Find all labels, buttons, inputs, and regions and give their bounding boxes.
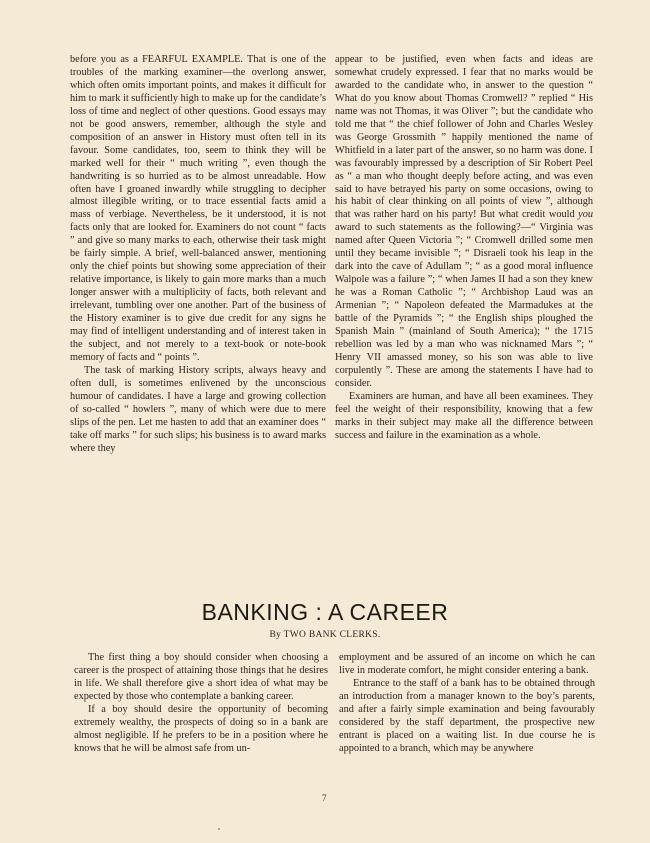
paragraph: The first thing a boy should consider when choosing a career is the prospect of attaining those things that he desires in life. We shall therefore give a short idea of what may be expected by those who contemplate a banking career. [74, 652, 328, 702]
article-byline: By TWO BANK CLERKS. [269, 630, 381, 640]
paragraph [335, 54, 593, 391]
article-banking-right-column [339, 652, 595, 756]
paragraph: Examiners are human, and have all been examinees. They feel the weight of their responsibility, knowing that a few marks in their subject may make all the difference between success and failure in the examination as a whole. [335, 390, 593, 441]
paragraph-text: award to such statements as the following?—“ Virginia was named after Queen Victoria ”; “ Cromwell drilled some men until they became invisible ”; “ Disraeli took his leap in the dark into the cave of Adullam ”; “ as a good moral influence Walpole was a failure ”; “ when James II had a son they knew he was a Roman Catholic ”; “ Archbishop Laud was an Armenian ”; “ Napoleon defeated the Marmadukes at the battle of the Pyramids ”; “ the English ships ploughed the Spanish Main ” (mainland of South America); “ the 1715 rebellion was led by a man who was nicknamed Mars ”; “ Henry VII amassed money, so his son was able to live corpulently ”. These are among the statements I have had to consider. [335, 222, 593, 389]
paragraph: If a boy should desire the opportunity of becoming extremely wealthy, the prospects of doing so in a bank are almost negligible. If he prefers to be in a position where he knows that he will be almost safe from un- [74, 703, 328, 754]
article-examiner-right-column [335, 54, 593, 443]
paragraph: employment and be assured of an income on which he can live in moderate comfort, he might consider entering a bank. [339, 652, 595, 676]
article-title: BANKING : A CAREER [201, 599, 449, 625]
page-number: 7 [322, 793, 327, 803]
article-examiner-left-column [70, 54, 326, 456]
paragraph: before you as a FEARFUL EXAMPLE. That is one of the troubles of the marking examiner—the overlong answer, which often omits important points, and makes it difficult for him to mark it sufficiently high to make up for the candidate’s loss of time and neglect of other questions. Good essays may not be good answers, remember, although the style and composition of an answer in History must often tell in its favour. Some candidates, too, seem to think they will be marked well for their “ much writing ”, even though the handwriting is so hurried as to be almost unreadable. How often have I groaned inwardly while struggling to decipher almost illegible writing, or to trace essential facts amid a mass of verbiage. Nevertheless, be it understood, it is not facts only that are looked for. Examiners do not count “ facts ” and give so many marks to each, otherwise their task might be fairly simple. A brief, well-balanced answer, mentioning only the chief points but showing some appreciation of their relative importance, is likely to gain more marks than a much longer answer with a multiplicity of facts, both relevant and irrelevant, tumbling over one another. Part of the business of the History examiner is to give due credit for any signs he may find of intelligent understanding and of interest taken in the subject, and not merely to a text-book or note-book memory of facts and “ points ”. [70, 54, 326, 363]
paragraph: The task of marking History scripts, always heavy and often dull, is sometimes enlivened by the unconscious humour of candidates. I have a large and growing collection of so-called “ howlers ”, many of which were due to mere slips of the pen. Let me hasten to add that an examiner does “ take off marks ” for such slips; his business is to award marks where they [70, 364, 326, 454]
paragraph: Entrance to the staff of a bank has to be obtained through an introduction from a manager known to the boy’s parents, and after a fairly simple examination and being favourably considered by the staff department, the prospective new entrant is placed on a waiting list. In due course he is appointed to a branch, which may be anywhere [339, 677, 595, 754]
paragraph-text: appear to be justified, even when facts and ideas are somewhat crudely expressed. I fear that no marks would be awarded to the candidate who, in answer to the question “ What do you know about Thomas Cromwell? ” replied “ His name was not Thomas, it was Oliver ”; but the candidate who told me that “ the chief follower of John and Charles Wesley was George Grossmith ” happily mentioned the name of Whitfield in a later part of the answer, so no harm was done. I was favourably impressed by a description of Sir Robert Peel as “ a man who thought deeply before acting, and was even said to have betrayed his party on some occasions, owing to his habit of clear thinking on all points of view ”, although that was rather hard on his party! But what credit would [335, 54, 593, 221]
emphasis-text: you [578, 209, 593, 221]
article-banking-left-column [74, 652, 328, 756]
paper-speck [218, 828, 220, 830]
